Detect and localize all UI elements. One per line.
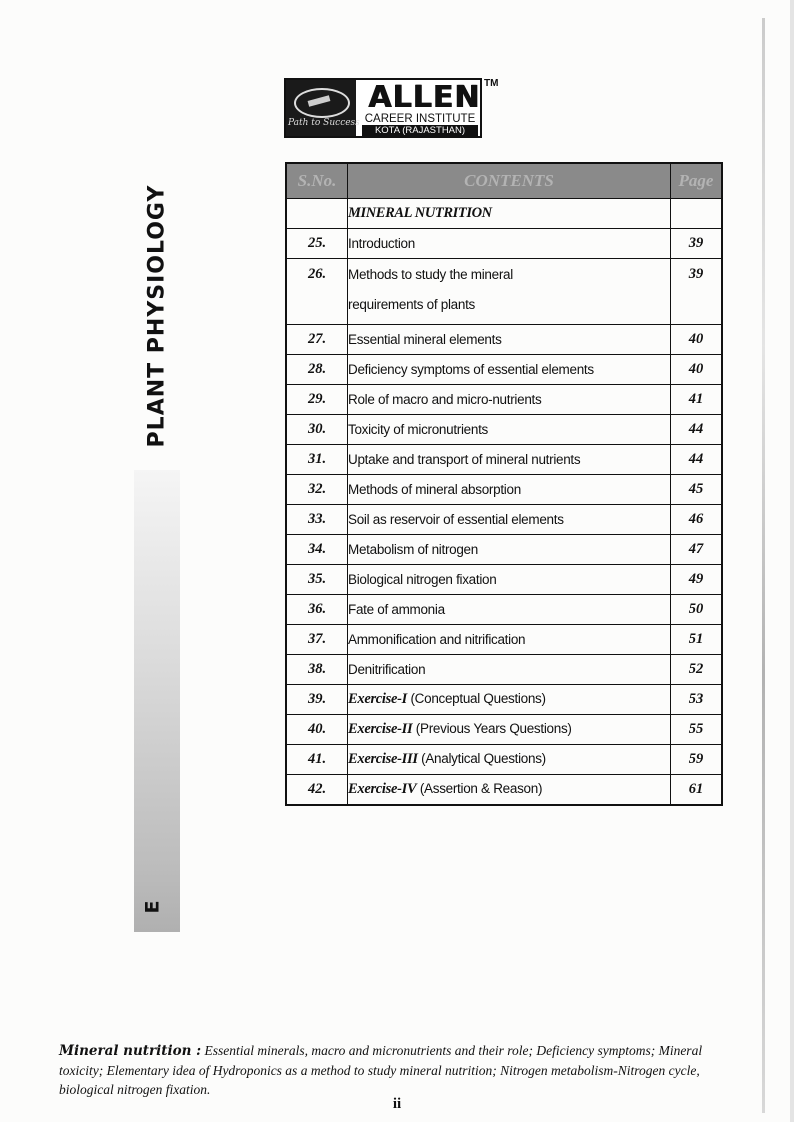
table-row xyxy=(286,385,722,415)
scan-edge-right xyxy=(790,0,794,1122)
header-sno: S.No. xyxy=(286,163,348,199)
row-page: 47 xyxy=(671,535,723,565)
row-topic xyxy=(348,715,671,745)
table-row xyxy=(286,565,722,595)
row-page: 61 xyxy=(671,775,723,806)
row-page: 50 xyxy=(671,595,723,625)
exercise-description: (Previous Years Questions) xyxy=(412,721,572,736)
row-topic: Biological nitrogen fixation xyxy=(348,565,671,595)
table-row xyxy=(286,535,722,565)
logo-emblem-panel xyxy=(286,80,360,136)
row-topic: Denitrification xyxy=(348,655,671,685)
side-banner-letter: E xyxy=(141,900,164,914)
row-topic: Uptake and transport of mineral nutrients xyxy=(348,445,671,475)
row-sno: 29. xyxy=(286,385,348,415)
row-sno: 32. xyxy=(286,475,348,505)
table-header-row xyxy=(286,163,722,199)
table-row xyxy=(286,355,722,385)
row-sno: 37. xyxy=(286,625,348,655)
row-topic xyxy=(348,745,671,775)
row-topic: Fate of ammonia xyxy=(348,595,671,625)
row-page: 44 xyxy=(671,415,723,445)
row-page: 52 xyxy=(671,655,723,685)
row-topic: Toxicity of micronutrients xyxy=(348,415,671,445)
row-page: 45 xyxy=(671,475,723,505)
table-row xyxy=(286,715,722,745)
row-page: 51 xyxy=(671,625,723,655)
row-topic: Introduction xyxy=(348,229,671,259)
table-row xyxy=(286,415,722,445)
row-sno: 38. xyxy=(286,655,348,685)
table-row xyxy=(286,655,722,685)
side-banner-title: PLANT PHYSIOLOGY xyxy=(144,184,170,448)
row-sno: 42. xyxy=(286,775,348,806)
row-page: 41 xyxy=(671,385,723,415)
row-sno: 40. xyxy=(286,715,348,745)
row-topic xyxy=(348,259,671,325)
row-page: 39 xyxy=(671,259,723,325)
syllabus-text: Essential minerals, macro and micronutrients and their role; Deficiency symptoms; Mineral toxicity; Elementary idea of Hydroponics as a method to study mineral nutrition; Nitrogen metabolism-Nitrogen cycle, biological nitrogen fixation. xyxy=(59,1043,703,1097)
table-row xyxy=(286,259,722,325)
logo-tagline: Path to Success xyxy=(288,118,360,128)
table-row xyxy=(286,229,722,259)
row-page: 49 xyxy=(671,565,723,595)
row-topic: Metabolism of nitrogen xyxy=(348,535,671,565)
logo-frame xyxy=(284,78,482,138)
logo-location: KOTA (RAJASTHAN) xyxy=(362,125,478,136)
logo-name: ALLEN xyxy=(368,80,481,115)
table-row xyxy=(286,595,722,625)
side-gradient-band xyxy=(134,470,180,932)
syllabus-label: Mineral nutrition : xyxy=(59,1043,202,1059)
syllabus-note xyxy=(59,1041,739,1099)
row-topic: Ammonification and nitrification xyxy=(348,625,671,655)
row-topic-line1: Methods to study the mineral xyxy=(348,267,513,282)
table-row xyxy=(286,505,722,535)
table-row xyxy=(286,445,722,475)
row-topic: Deficiency symptoms of essential elements xyxy=(348,355,671,385)
row-topic: Essential mineral elements xyxy=(348,325,671,355)
row-sno: 26. xyxy=(286,259,348,325)
row-sno: 39. xyxy=(286,685,348,715)
logo-subtitle: CAREER INSTITUTE xyxy=(364,113,476,125)
table-row xyxy=(286,745,722,775)
row-topic: Methods of mineral absorption xyxy=(348,475,671,505)
row-page: 59 xyxy=(671,745,723,775)
table-row xyxy=(286,775,722,806)
row-topic xyxy=(348,775,671,806)
page-number: ii xyxy=(392,1096,402,1112)
section-row xyxy=(286,199,722,229)
row-sno: 34. xyxy=(286,535,348,565)
row-topic: Role of macro and micro-nutrients xyxy=(348,385,671,415)
exercise-description: (Conceptual Questions) xyxy=(407,691,546,706)
row-sno: 30. xyxy=(286,415,348,445)
globe-emblem-icon xyxy=(294,88,350,118)
exercise-label: Exercise-II xyxy=(348,721,413,737)
row-page: 40 xyxy=(671,355,723,385)
row-sno: 41. xyxy=(286,745,348,775)
row-page: 53 xyxy=(671,685,723,715)
exercise-description: (Analytical Questions) xyxy=(417,751,546,766)
row-topic xyxy=(348,685,671,715)
table-row xyxy=(286,685,722,715)
header-contents: CONTENTS xyxy=(348,163,671,199)
row-sno: 25. xyxy=(286,229,348,259)
section-page-empty xyxy=(671,199,723,229)
row-topic: Soil as reservoir of essential elements xyxy=(348,505,671,535)
row-page: 55 xyxy=(671,715,723,745)
row-sno: 31. xyxy=(286,445,348,475)
exercise-description: (Assertion & Reason) xyxy=(416,781,543,796)
row-page: 46 xyxy=(671,505,723,535)
row-sno: 35. xyxy=(286,565,348,595)
row-sno: 27. xyxy=(286,325,348,355)
row-page: 39 xyxy=(671,229,723,259)
table-row xyxy=(286,325,722,355)
exercise-label: Exercise-IV xyxy=(348,781,417,797)
row-page: 44 xyxy=(671,445,723,475)
exercise-label: Exercise-I xyxy=(348,691,408,707)
header-page: Page xyxy=(671,163,723,199)
row-sno: 36. xyxy=(286,595,348,625)
allen-logo xyxy=(284,78,480,136)
row-topic-line2: requirements of plants xyxy=(348,297,475,312)
row-sno: 28. xyxy=(286,355,348,385)
row-page: 40 xyxy=(671,325,723,355)
contents-table xyxy=(285,162,723,806)
table-row xyxy=(286,625,722,655)
table-row xyxy=(286,475,722,505)
scan-edge-shadow xyxy=(762,18,765,1113)
trademark-mark: TM xyxy=(484,78,499,89)
section-sno-empty xyxy=(286,199,348,229)
section-title: MINERAL NUTRITION xyxy=(348,199,671,229)
row-sno: 33. xyxy=(286,505,348,535)
exercise-label: Exercise-III xyxy=(348,751,418,767)
